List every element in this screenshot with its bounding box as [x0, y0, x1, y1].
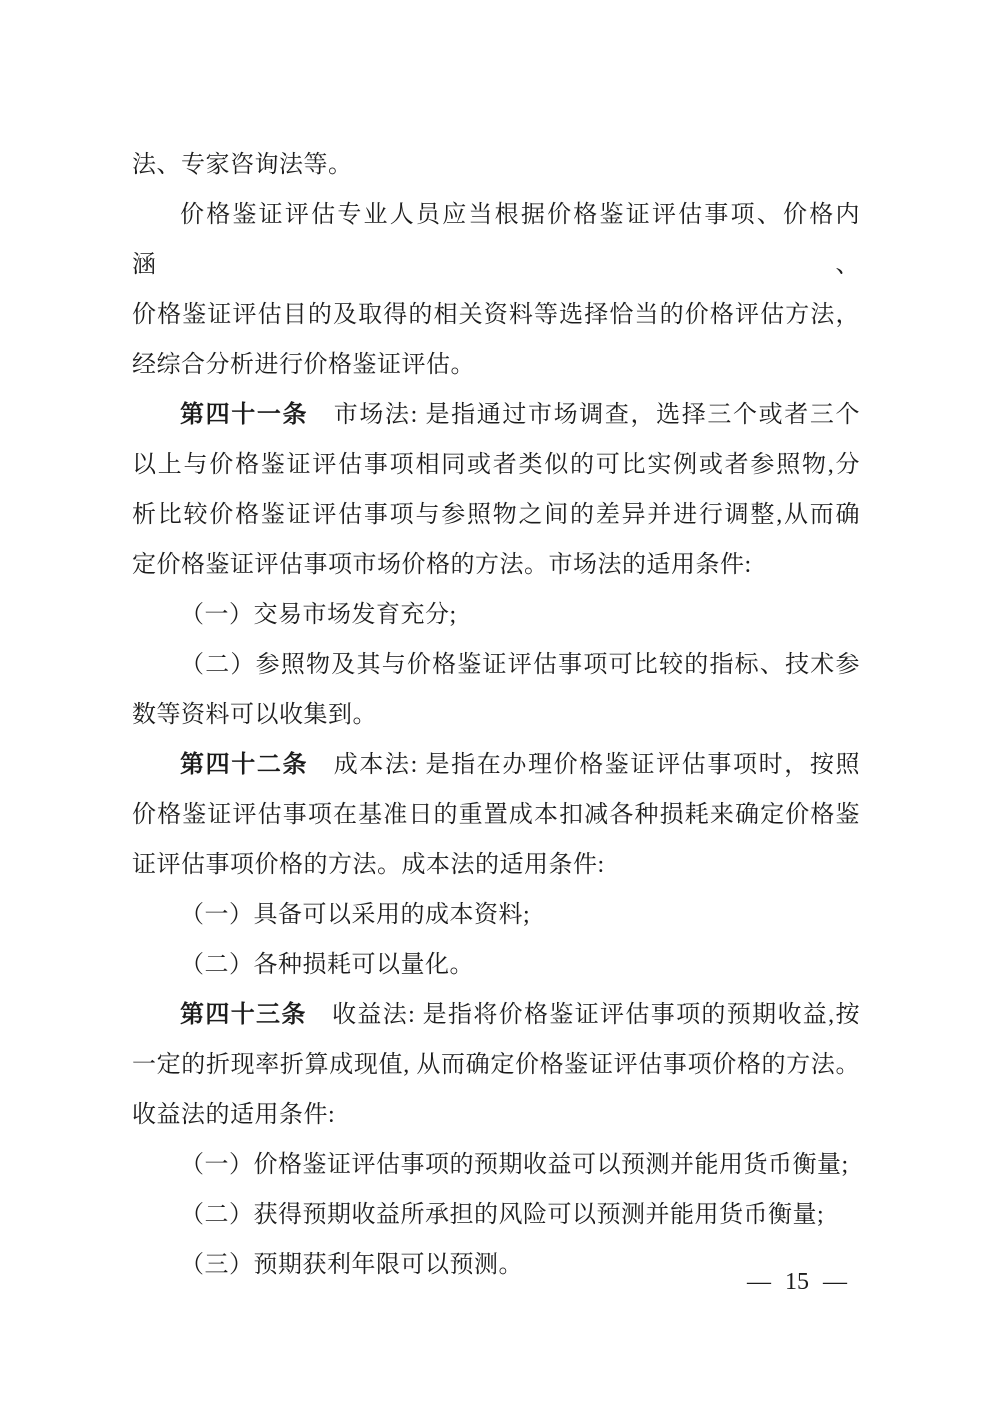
- text-line: [132, 140, 860, 190]
- text-line: [132, 190, 860, 290]
- text-segment: 一定的折现率折算成现值, 从而确定价格鉴证评估事项价格的方法。: [132, 1052, 860, 1078]
- text-segment: 价格鉴证评估目的及取得的相关资料等选择恰当的价格评估方法，: [132, 302, 860, 328]
- text-segment: 数等资料可以收集到。: [132, 702, 377, 728]
- text-line: [132, 290, 860, 340]
- text-line: [132, 340, 860, 390]
- text-line: [132, 890, 860, 940]
- article-number: 第四十一条: [180, 402, 309, 428]
- footer-dash-right: —: [823, 1269, 847, 1295]
- text-line: [132, 740, 860, 790]
- article-number: 第四十二条: [180, 752, 309, 778]
- document-body: [132, 140, 860, 1290]
- page-footer: [747, 1262, 847, 1302]
- text-line: [132, 940, 860, 990]
- text-segment: 证评估事项价格的方法。成本法的适用条件:: [132, 852, 605, 878]
- text-line: [132, 1040, 860, 1090]
- text-segment: 以上与价格鉴证评估事项相同或者类似的可比实例或者参照物,分: [132, 452, 860, 478]
- text-line: [132, 1090, 860, 1140]
- text-line: [132, 640, 860, 690]
- text-segment: 收益法: 是指将价格鉴证评估事项的预期收益,按: [306, 1002, 861, 1028]
- text-line: [132, 490, 860, 540]
- text-segment: 定价格鉴证评估事项市场价格的方法。市场法的适用条件:: [132, 552, 752, 578]
- text-segment: （一）价格鉴证评估事项的预期收益可以预测并能用货币衡量;: [180, 1152, 849, 1178]
- text-segment: 法、专家咨询法等。: [132, 152, 353, 178]
- text-segment: 价格鉴证评估事项在基准日的重置成本扣减各种损耗来确定价格鉴: [132, 802, 860, 828]
- footer-dash-left: —: [747, 1269, 771, 1295]
- text-line: [132, 590, 860, 640]
- text-line: [132, 1190, 860, 1240]
- text-segment: （一）具备可以采用的成本资料;: [180, 902, 531, 928]
- text-segment: （二）各种损耗可以量化。: [180, 952, 474, 978]
- text-segment: 价格鉴证评估专业人员应当根据价格鉴证评估事项、价格内涵、: [132, 202, 860, 278]
- text-segment: （二）获得预期收益所承担的风险可以预测并能用货币衡量;: [180, 1202, 825, 1228]
- text-segment: 析比较价格鉴证评估事项与参照物之间的差异并进行调整,从而确: [132, 502, 860, 528]
- text-line: [132, 690, 860, 740]
- text-line: [132, 440, 860, 490]
- text-segment: 收益法的适用条件:: [132, 1102, 336, 1128]
- text-segment: （一）交易市场发育充分;: [180, 602, 457, 628]
- page-number: 15: [785, 1269, 809, 1295]
- text-line: [132, 790, 860, 840]
- text-segment: 经综合分析进行价格鉴证评估。: [132, 352, 475, 378]
- text-line: [132, 990, 860, 1040]
- text-line: [132, 840, 860, 890]
- text-line: [132, 1140, 860, 1190]
- text-segment: 成本法: 是指在办理价格鉴证评估事项时，按照: [308, 752, 860, 778]
- article-number: 第四十三条: [180, 1002, 307, 1028]
- text-segment: 市场法: 是指通过市场调查，选择三个或者三个: [308, 402, 860, 428]
- text-segment: （二）参照物及其与价格鉴证评估事项可比较的指标、技术参: [180, 652, 860, 678]
- text-line: [132, 390, 860, 440]
- text-segment: （三）预期获利年限可以预测。: [180, 1252, 523, 1278]
- text-line: [132, 540, 860, 590]
